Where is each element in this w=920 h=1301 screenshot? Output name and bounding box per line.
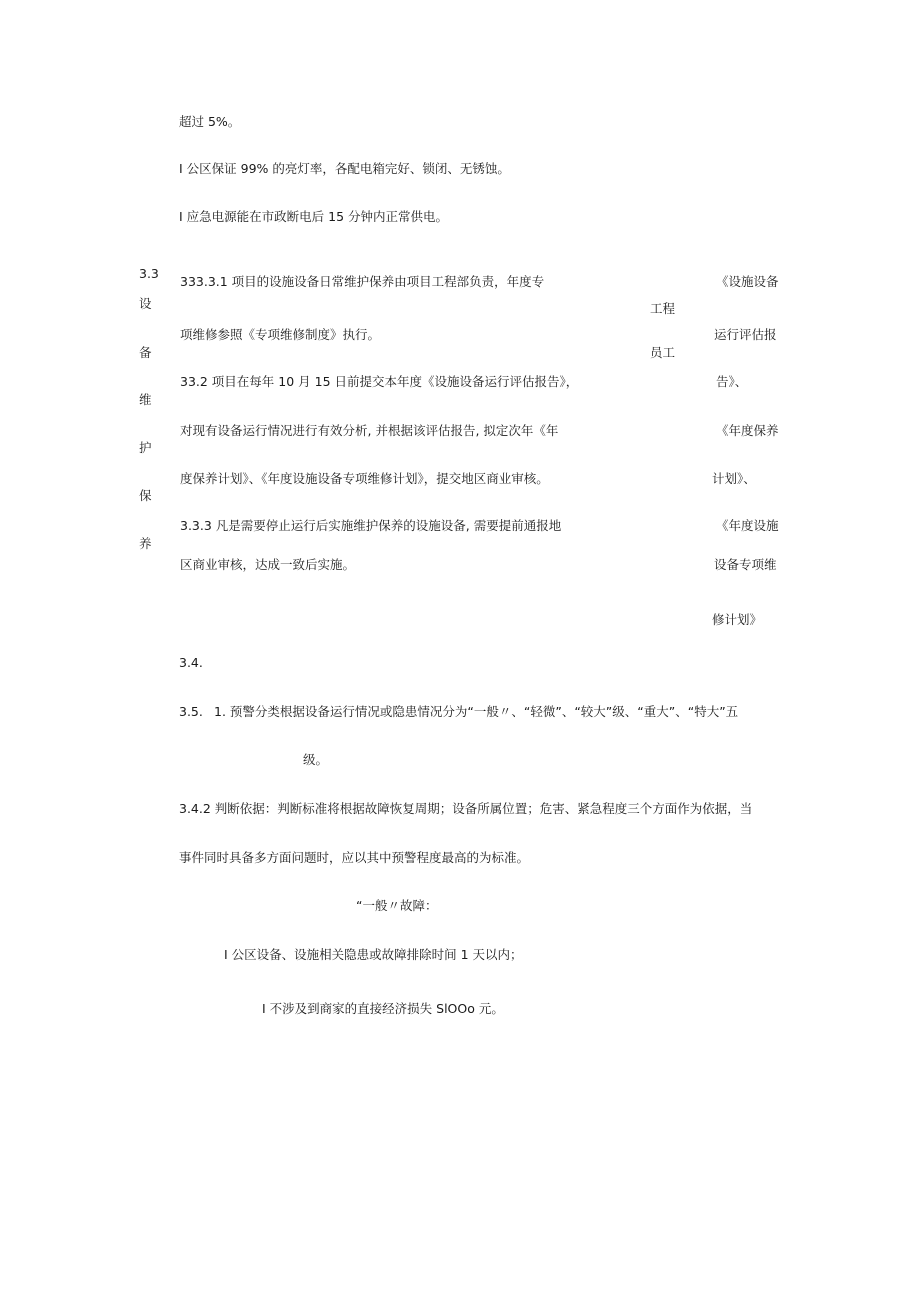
record-line: 运行评估报 xyxy=(714,327,777,342)
record-line: 计划》、 xyxy=(712,471,756,486)
record-line: 修计划》 xyxy=(712,612,763,627)
section-3-3-title-char: 保 xyxy=(139,488,152,503)
section-3-3-title-char: 维 xyxy=(139,392,152,407)
warning-item-number: 3.5. xyxy=(179,704,203,719)
section-3-3-body-line: 333.3.1 项目的设施设备日常维护保养由项目工程部负责，年度专 xyxy=(180,274,545,289)
judgment-basis-line: 3.4.2 判断依据：判断标准将根据故障恢复周期；设备所属位置；危害、紧急程度三个方面作为依据，当 xyxy=(179,801,753,816)
warning-classification-text: 1. 预警分类根据设备运行情况或隐患情况分为“一般〃、“轻微”、“较大”级、“重大”、“特大”五 xyxy=(214,704,739,719)
section-3-3-title-char: 备 xyxy=(139,345,152,360)
general-fault-item: I 公区设备、设施相关隐患或故障排除时间 1 天以内； xyxy=(224,947,523,962)
section-3-3-title-char: 养 xyxy=(139,536,152,551)
section-3-3-title-char: 设 xyxy=(139,296,152,311)
section-3-3-body-line: 区商业审核，达成一致后实施。 xyxy=(180,557,356,572)
warning-classification-text-cont: 级。 xyxy=(303,752,329,767)
section-3-3-title-char: 护 xyxy=(139,440,152,455)
text-line-emergency-power: I 应急电源能在市政断电后 15 分钟内正常供电。 xyxy=(179,209,449,224)
record-line: 《年度保养 xyxy=(716,423,779,438)
section-3-3-body-line: 对现有设备运行情况进行有效分析, 并根据该评估报告, 拟定次年《年 xyxy=(180,423,559,438)
section-3-3-body-line: 度保养计划》、《年度设施设备专项维修计划》，提交地区商业审核。 xyxy=(180,471,549,486)
record-line: 告》、 xyxy=(716,374,748,389)
general-fault-title: “一般〃故障： xyxy=(356,898,438,913)
judgment-basis-line: 事件同时具备多方面问题时，应以其中预警程度最高的为标准。 xyxy=(179,850,530,865)
record-line: 《年度设施 xyxy=(716,518,779,533)
record-line: 《设施设备 xyxy=(716,274,779,289)
section-3-3-number: 3.3 xyxy=(139,266,159,281)
general-fault-item: I 不涉及到商家的直接经济损失 SlOOo 元。 xyxy=(262,1001,504,1016)
section-3-3-body-line: 项维修参照《专项维修制度》执行。 xyxy=(180,327,381,342)
responsible-party: 工程 xyxy=(650,301,676,316)
section-3-3-body-line: 3.3.3 凡是需要停止运行后实施维护保养的设施设备, 需要提前通报地 xyxy=(180,518,562,533)
section-3-3-body-line: 33.2 项目在每年 10 月 15 日前提交本年度《设施设备运行评估报告》， xyxy=(180,374,579,389)
responsible-party: 员工 xyxy=(650,345,676,360)
section-3-4-number: 3.4. xyxy=(179,655,203,670)
record-line: 设备专项维 xyxy=(714,557,777,572)
text-line-exceed: 超过 5%。 xyxy=(179,114,241,129)
text-line-lighting: I 公区保证 99% 的亮灯率，各配电箱完好、锁闭、无锈蚀。 xyxy=(179,161,510,176)
